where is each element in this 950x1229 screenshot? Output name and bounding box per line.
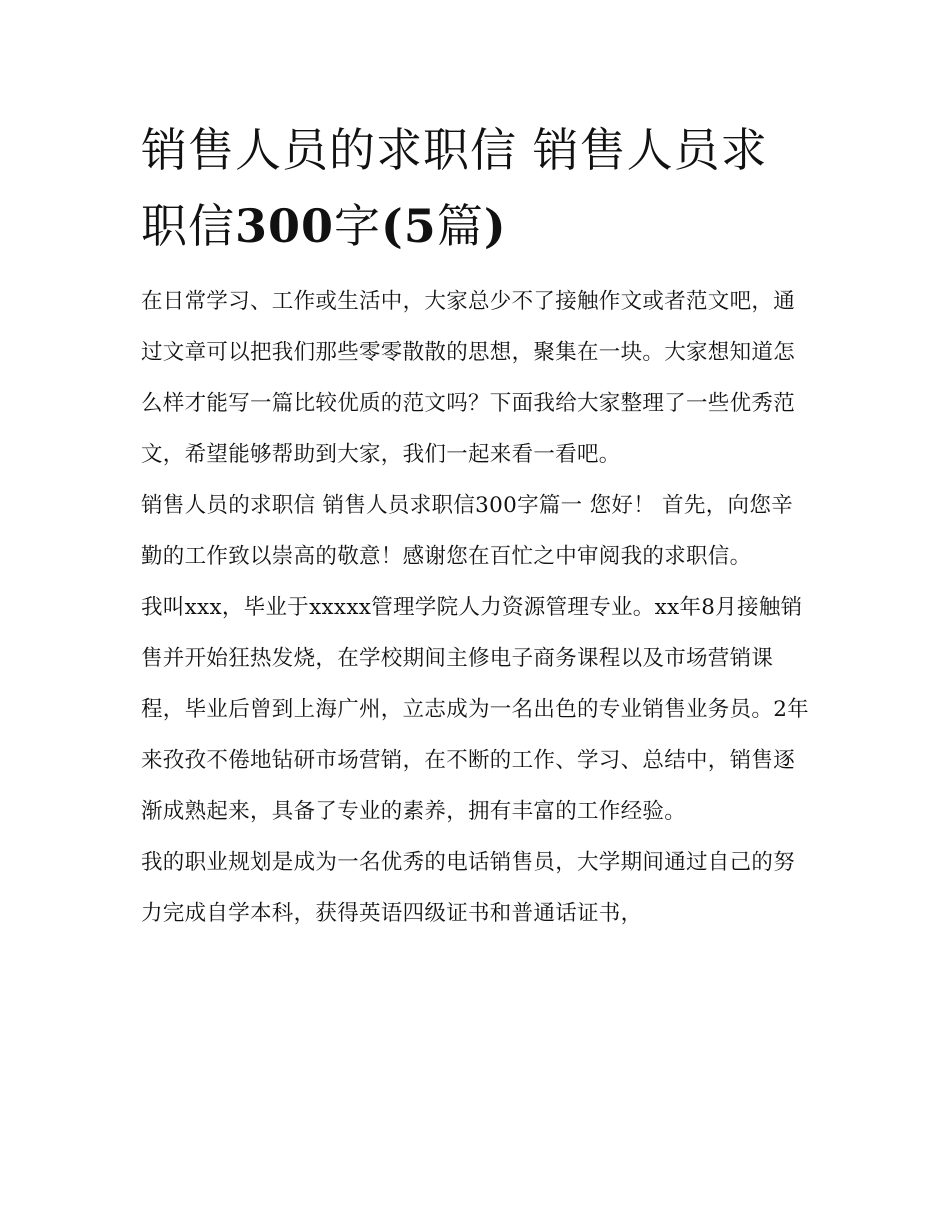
paragraph-background: 我叫xxx，毕业于xxxxx管理学院人力资源管理专业。xx年8月接触销售并开始狂热发烧，在学校期间主修电子商务课程以及市场营销课程，毕业后曾到上海广州，立志成为一名出色的专业销售业务员。2年来孜孜不倦地钻研市场营销，在不断的工作、学习、总结中，销售逐渐成熟起来，具备了专业的素养，拥有丰富的工作经验。 (141, 595, 809, 824)
document-body (141, 112, 813, 939)
document-title: 销售人员的求职信 销售人员求职信300字(5篇) (141, 123, 768, 253)
paragraph-intro: 在日常学习、工作或生活中，大家总少不了接触作文或者范文吧，通过文章可以把我们那些零零散散的思想，聚集在一块。大家想知道怎么样才能写一篇比较优质的范文吗？下面我给大家整理了一些优秀范文，希望能够帮助到大家，我们一起来看一看吧。 (141, 289, 796, 467)
paragraph-greeting: 销售人员的求职信 销售人员求职信300字篇一 您好！ 首先，向您辛勤的工作致以崇高的敬意！感谢您在百忙之中审阅我的求职信。 (141, 493, 793, 569)
paragraph-career-plan: 我的职业规划是成为一名优秀的电话销售员，大学期间通过自己的努力完成自学本科，获得英语四级证书和普通话证书， (141, 850, 796, 926)
